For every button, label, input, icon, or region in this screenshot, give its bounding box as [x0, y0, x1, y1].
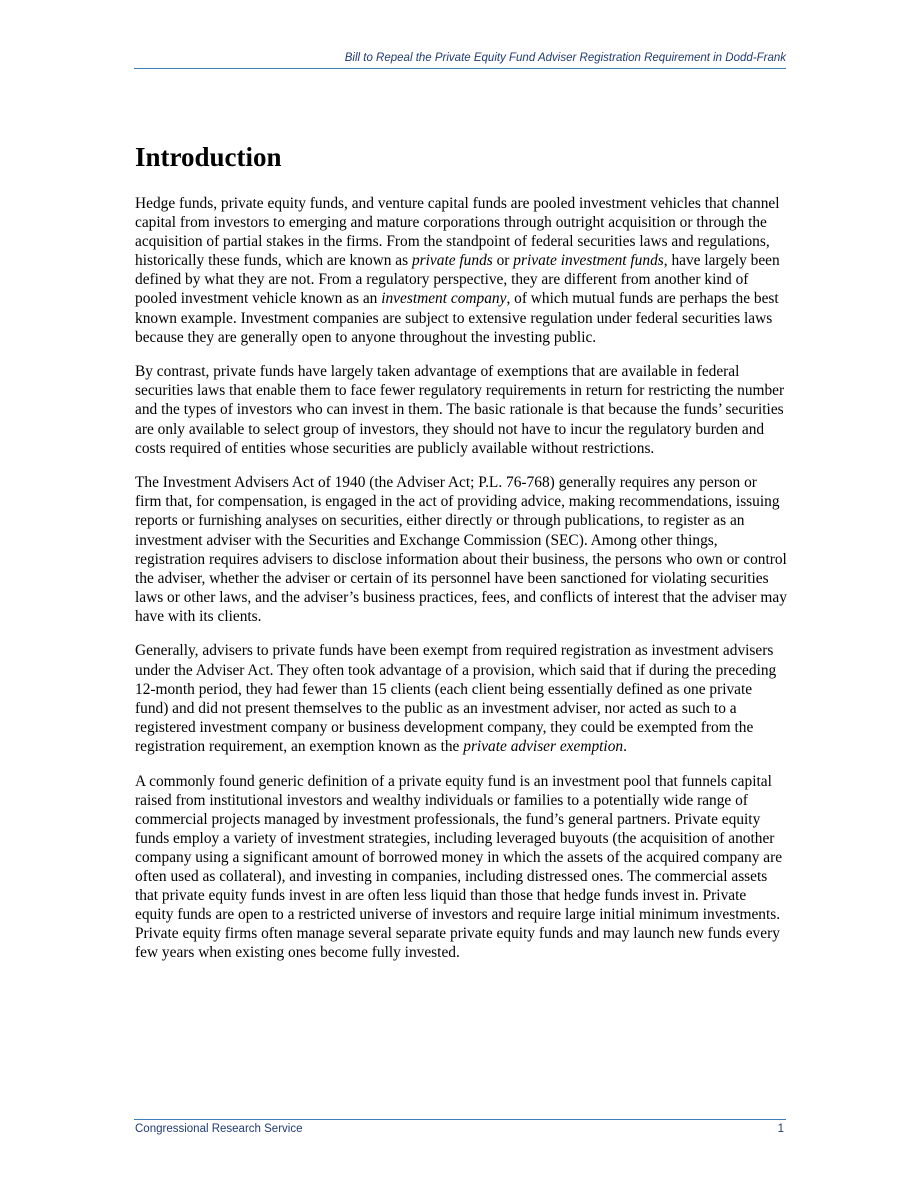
paragraph-2: By contrast, private funds have largely taken advantage of exemptions that are available in federal securities laws that enable them to face fewer regulatory requirements in return for restricting the number and the types of investors who can invest in them. The basic rationale is that because the funds’ securities are only available to select group of investors, they should not have to incur the regulatory burden and costs required of entities whose securities are publicly available without restrictions. — [135, 363, 785, 457]
paragraph-4 — [135, 641, 787, 756]
p1-text-a: Hedge funds, private equity funds, and venture capital funds are pooled investment vehicles that channel capital from investors to emerging and mature corporations through outright acquisition or through the acquisition of partial stakes in the firms. From the standpoint of federal securities laws and regulations, historically these funds, which are known as — [135, 195, 780, 270]
p4-text-a: Generally, advisers to private funds have been exempt from required registration as investment advisers under the Adviser Act. They often took advantage of a provision, which said that if during the preceding 12-month period, they had fewer than 15 clients (each client being essentially defined as one private fund) and did not present themselves to the public as an investment adviser, nor acted as such to a registered investment company or business development company, they could be exempted from the registration requirement, an exemption known as the — [135, 642, 777, 755]
p1-emphasis-private-investment-funds: private investment funds — [513, 252, 664, 270]
paragraph-1 — [135, 194, 787, 347]
p4-text-b: . — [623, 737, 627, 755]
running-header: Bill to Repeal the Private Equity Fund Adviser Registration Requirement in Dodd-Frank — [344, 52, 786, 64]
p1-emphasis-private-funds: private funds — [411, 252, 493, 270]
paragraph-5: A commonly found generic definition of a private equity fund is an investment pool that funnels capital raised from institutional investors and wealthy individuals or families to a potentially wide range of commercial projects managed by investment professionals, the fund’s general partners. Private equity funds employ a variety of investment strategies, including leveraged buyouts (the acquisition of another company using a significant amount of borrowed money in which the assets of the acquired company are often used as collateral), and investing in companies, including distressed ones. The commercial assets that private equity funds invest in are often less liquid than those that hedge funds invest in. Private equity funds are open to a restricted universe of investors and require large initial minimum investments. Private equity firms often manage several separate private equity funds and may launch new funds every few years when existing ones become fully invested. — [135, 772, 783, 962]
footer-publisher: Congressional Research Service — [135, 1123, 303, 1135]
section-title: Introduction — [135, 142, 282, 172]
p1-text-c: , have largely been defined by what they are not. From a regulatory perspective, they are different from another kind of pooled investment vehicle known as an — [135, 252, 780, 308]
p4-emphasis-private-adviser-exemption: private adviser exemption — [463, 737, 624, 755]
header-divider — [134, 68, 786, 69]
footer-divider — [134, 1119, 786, 1120]
p1-emphasis-investment-company: investment company — [381, 290, 507, 308]
page-number: 1 — [777, 1123, 784, 1135]
body-text — [135, 194, 787, 978]
paragraph-3: The Investment Advisers Act of 1940 (the Adviser Act; P.L. 76-768) generally requires any person or firm that, for compensation, is engaged in the act of providing advice, making recommendations, issuing reports or furnishing analyses on securities, either directly or through publications, to register as an investment adviser with the Securities and Exchange Commission (SEC). Among other things, registration requires advisers to disclose information about their business, the persons who own or control the adviser, whether the adviser or certain of its personnel have been sanctioned for violating securities laws or other laws, and the adviser’s business practices, fees, and conflicts of interest that the adviser may have with its clients. — [135, 474, 787, 625]
p1-text-d: , of which mutual funds are perhaps the best known example. Investment companies are subject to extensive regulation under federal securities laws because they are generally open to anyone throughout the investing public. — [135, 290, 779, 346]
p1-text-b: or — [492, 252, 514, 270]
